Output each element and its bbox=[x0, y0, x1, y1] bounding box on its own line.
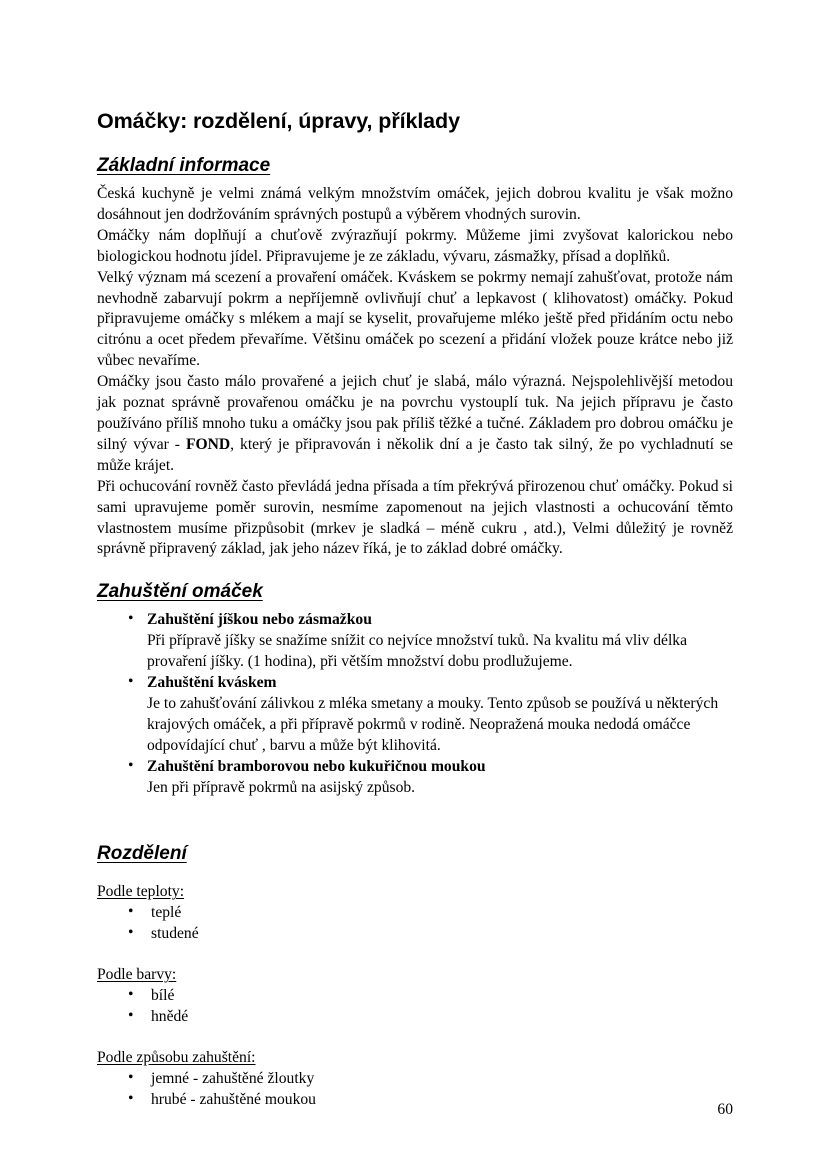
page-title: Omáčky: rozdělení, úpravy, příklady bbox=[97, 109, 460, 133]
subgroup-color bbox=[97, 965, 733, 986]
section-thickening-heading-wrap bbox=[97, 580, 733, 610]
section-heading-classification: Rozdělení bbox=[97, 843, 187, 865]
paragraph: Při ochucování rovněž často převládá jedna přísada a tím překrývá přirozenou chuť omáčky. Pokud si sami upravujeme poměr surovin, nesmíme zapomenout na jejich vlastnosti a ochucování těmto vlastnostem musíme přizpůsobit (mrkev je sladká – méně cukru , atd.), Velmi důležitý je rovněž správně připravený základ, jak jeho název říká, je to základ dobré omáčky. bbox=[97, 477, 733, 558]
list-item: • jemné - zahuštěné žloutky bbox=[97, 1069, 733, 1090]
spacer bbox=[97, 872, 733, 882]
spacer bbox=[97, 1028, 733, 1048]
list-item-title: • Zahuštění bramborovou nebo kukuřičnou moukou bbox=[147, 757, 486, 775]
list-item bbox=[97, 673, 733, 757]
list-item-body: Je to zahušťování zálivkou z mléka smetany a mouky. Tento způsob se používá u některých krajových omáček, a při přípravě pokrmů v rodině. Neopražená mouka nedodá omáčce odpovídající chuť , barvu a může být klihovitá. bbox=[147, 694, 719, 754]
list-item: • teplé bbox=[97, 903, 733, 924]
list-item: • hrubé - zahuštěné moukou bbox=[97, 1090, 733, 1111]
list-item-body: Jen při přípravě pokrmů na asijský způsob. bbox=[147, 778, 416, 796]
spacer bbox=[97, 945, 733, 965]
list-item: • studené bbox=[97, 924, 733, 945]
section-heading-basic-info: Základní informace bbox=[97, 155, 271, 176]
page-content bbox=[97, 108, 733, 1111]
list-item bbox=[97, 610, 733, 673]
page-number: 60 bbox=[717, 1101, 733, 1118]
subgroup-label: Podle barvy: bbox=[97, 966, 177, 984]
subgroup-thickening-method bbox=[97, 1048, 733, 1069]
list-item: • bílé bbox=[97, 986, 733, 1007]
paragraph-text-part-1: Omáčky jsou často málo provařené a jejich chuť je slabá, málo výrazná. Nejspolehlivější metodou jak poznat správně provařenou omáčku je na povrchu vystouplí tuk. Na jejich přípravu je často používáno příliš mnoho tuku a omáčky jsou pak příliš těžké a tučné. Základem pro dobrou omáčku je silný vývar - bbox=[97, 373, 733, 453]
subgroup-label: Podle teploty: bbox=[97, 883, 185, 901]
paragraph-with-fond bbox=[97, 372, 733, 477]
spacer bbox=[97, 560, 733, 580]
spacer bbox=[97, 798, 733, 842]
section-classification-heading-wrap bbox=[97, 842, 733, 872]
section-heading-thickening: Zahuštění omáček bbox=[97, 581, 263, 603]
paragraph: Omáčky nám doplňují a chuťově zvýrazňují pokrmy. Můžeme jimi zvyšovat kalorickou nebo biologickou hodnotu jídel. Připravujeme je ze základu, vývaru, zásmažky, přísad a doplňků. bbox=[97, 226, 733, 265]
list-item-title: • Zahuštění kváskem bbox=[147, 674, 277, 692]
list-item-title: • Zahuštění jíškou nebo zásmažkou bbox=[147, 611, 372, 629]
section-basic-info-heading-wrap bbox=[97, 154, 733, 184]
paragraph: Česká kuchyně je velmi známá velkým množstvím omáček, jejich dobrou kvalitu je však možno dosáhnout jen dodržováním správných postupů a výběrem vhodných surovin. bbox=[97, 185, 733, 223]
temperature-list bbox=[97, 903, 733, 945]
paragraph: Velký význam má scezení a provaření omáček. Kváskem se pokrmy nemají zahušťovat, protože nám nevhodně zabarvují pokrm a nepříjemně ovlivňují chuť a lepkavost ( klihovatost) omáčky. Pokud připravujeme omáčky s mlékem a mají se kyselit, provařujeme mléko ještě před přidáním octu nebo citrónu a ocet předem převaříme. Většinu omáček po scezení a přidání vložek pouze krátce nebo již vůbec nevaříme. bbox=[97, 268, 733, 370]
section-basic-info-body bbox=[97, 184, 733, 560]
color-list bbox=[97, 986, 733, 1028]
thickening-list bbox=[97, 610, 733, 798]
list-item bbox=[97, 757, 733, 799]
fond-emphasis: FOND bbox=[185, 435, 231, 453]
paragraph-text-part-2: , který je připravován i několik dní a je často tak silný, že po vychladnutí se může krájet. bbox=[97, 435, 733, 474]
list-item-body: Při přípravě jíšky se snažíme snížit co nejvíce množství tuků. Na kvalitu má vliv délka provaření jíšky. (1 hodina), při větším množství dobu prodlužujeme. bbox=[147, 632, 688, 671]
subgroup-label: Podle způsobu zahuštění: bbox=[97, 1048, 256, 1066]
subgroup-temperature bbox=[97, 882, 733, 903]
list-item: • hnědé bbox=[97, 1007, 733, 1028]
